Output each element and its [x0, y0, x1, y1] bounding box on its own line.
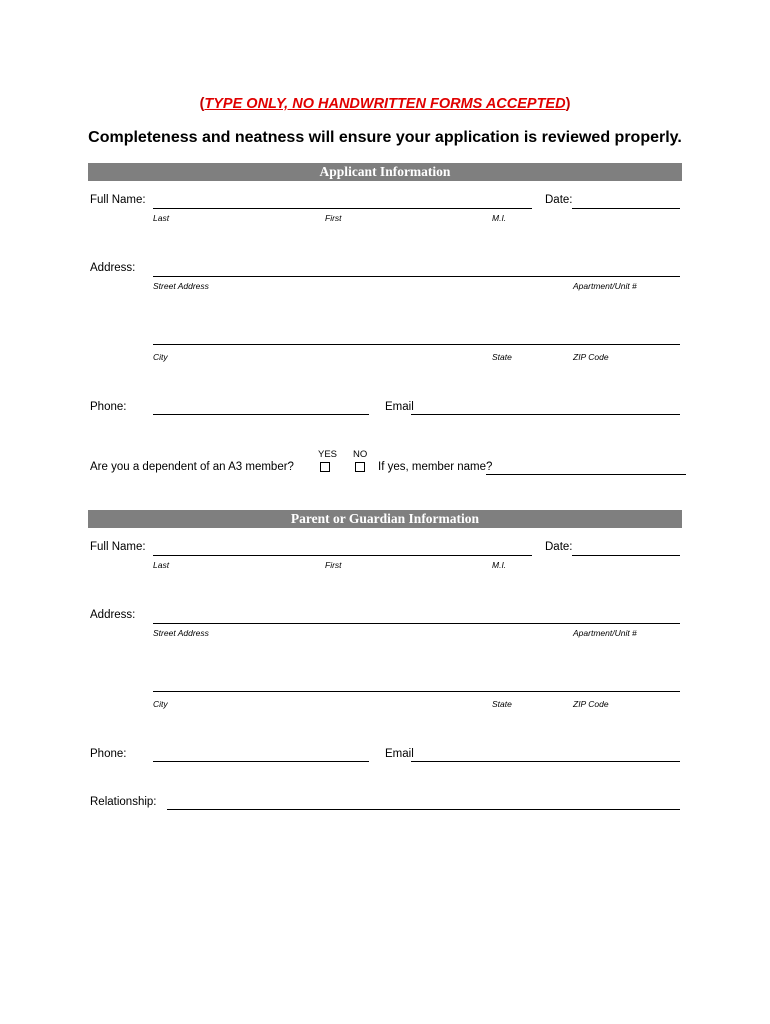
warning-text: TYPE ONLY, NO HANDWRITTEN FORMS ACCEPTED [204, 96, 566, 112]
guardian-date-field[interactable] [572, 555, 680, 556]
relationship-field[interactable] [167, 809, 680, 810]
warning-notice [0, 96, 770, 112]
applicant-mi-caption: M.I. [492, 213, 507, 223]
guardian-full-name-field[interactable] [153, 555, 532, 556]
applicant-email-label: Email [385, 401, 414, 413]
warning-close-paren: ) [565, 96, 571, 112]
applicant-section-header: Applicant Information [88, 163, 682, 181]
applicant-date-field[interactable] [572, 208, 680, 209]
relationship-label: Relationship: [90, 796, 157, 808]
guardian-street-field[interactable] [153, 623, 680, 624]
guardian-email-label: Email [385, 748, 414, 760]
applicant-date-label: Date: [545, 194, 573, 206]
dependent-question: Are you a dependent of an A3 member? [90, 461, 294, 473]
applicant-first-caption: First [325, 213, 342, 223]
guardian-date-label: Date: [545, 541, 573, 553]
guardian-city-caption: City [153, 699, 168, 709]
no-label: NO [353, 449, 368, 460]
applicant-last-caption: Last [153, 213, 170, 223]
guardian-street-caption: Street Address [153, 628, 209, 638]
applicant-state-caption: State [492, 352, 512, 362]
guardian-email-field[interactable] [411, 761, 680, 762]
guardian-mi-caption: M.I. [492, 560, 507, 570]
guardian-zip-caption: ZIP Code [573, 699, 609, 709]
applicant-phone-label: Phone: [90, 401, 127, 413]
applicant-full-name-field[interactable] [153, 208, 532, 209]
guardian-section-header: Parent or Guardian Information [88, 510, 682, 528]
applicant-city-caption: City [153, 352, 168, 362]
guardian-phone-field[interactable] [153, 761, 369, 762]
guardian-address-label: Address: [90, 609, 136, 621]
applicant-street-field[interactable] [153, 276, 680, 277]
applicant-city-field[interactable] [153, 344, 680, 345]
warning-open-paren: ( [199, 96, 205, 112]
guardian-first-caption: First [325, 560, 342, 570]
applicant-zip-caption: ZIP Code [573, 352, 609, 362]
applicant-street-caption: Street Address [153, 281, 209, 291]
applicant-phone-field[interactable] [153, 414, 369, 415]
applicant-email-field[interactable] [411, 414, 680, 415]
dependent-no-checkbox[interactable] [355, 462, 365, 472]
applicant-address-label: Address: [90, 262, 136, 274]
guardian-apt-caption: Apartment/Unit # [573, 628, 637, 638]
applicant-apt-caption: Apartment/Unit # [573, 281, 637, 291]
guardian-city-field[interactable] [153, 691, 680, 692]
applicant-full-name-label: Full Name: [90, 194, 146, 206]
member-name-field[interactable] [486, 474, 686, 475]
guardian-phone-label: Phone: [90, 748, 127, 760]
dependent-yes-checkbox[interactable] [320, 462, 330, 472]
form-subtitle: Completeness and neatness will ensure your application is reviewed properly. [88, 129, 682, 146]
guardian-last-caption: Last [153, 560, 170, 570]
yes-label: YES [318, 449, 338, 460]
guardian-state-caption: State [492, 699, 512, 709]
member-name-label: If yes, member name? [378, 461, 493, 473]
guardian-full-name-label: Full Name: [90, 541, 146, 553]
